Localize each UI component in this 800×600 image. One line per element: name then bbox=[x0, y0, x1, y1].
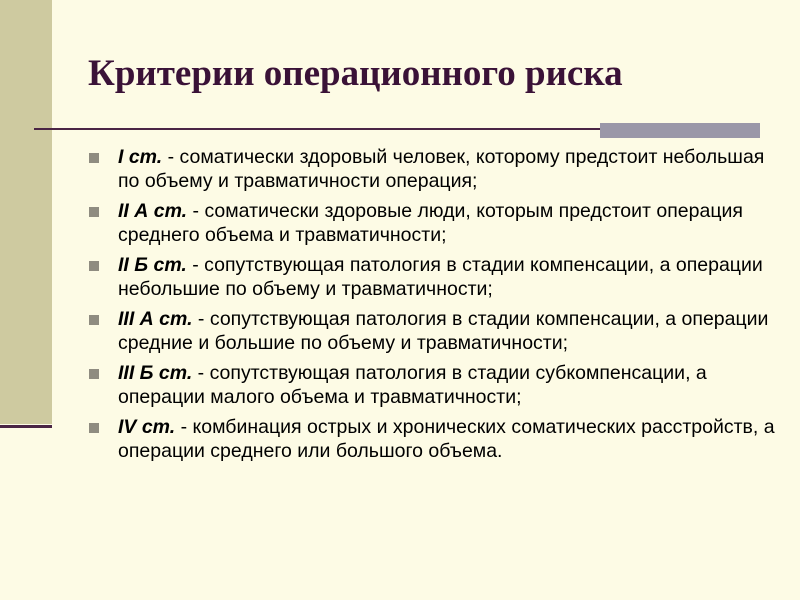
square-bullet-icon bbox=[89, 369, 99, 379]
square-bullet-icon bbox=[89, 261, 99, 271]
stage-label: II А ст. bbox=[118, 200, 188, 222]
stage-label: II Б ст. bbox=[118, 254, 187, 276]
sidebar-underline bbox=[0, 425, 52, 428]
stage-description: - комбинация острых и хронических соматических расстройств, а операции среднего или большого объема. bbox=[118, 416, 775, 462]
stage-label: IV ст. bbox=[118, 416, 176, 438]
stage-label: I ст. bbox=[118, 146, 163, 168]
square-bullet-icon bbox=[89, 153, 99, 163]
stage-label: III Б ст. bbox=[118, 362, 193, 384]
divider-accent-block bbox=[600, 123, 760, 138]
square-bullet-icon bbox=[89, 423, 99, 433]
stage-description: - соматически здоровый человек, которому предстоит небольшая по объему и травматичности операция; bbox=[118, 146, 765, 192]
list-item bbox=[88, 145, 778, 193]
list-item bbox=[88, 307, 778, 355]
decorative-sidebar bbox=[0, 0, 52, 424]
square-bullet-icon bbox=[89, 207, 99, 217]
stage-description: - соматически здоровые люди, которым предстоит операция среднего объема и травматичности; bbox=[118, 200, 743, 246]
slide-title: Критерии операционного риска bbox=[88, 53, 623, 94]
stage-label: III А ст. bbox=[118, 308, 193, 330]
list-item bbox=[88, 361, 778, 409]
stage-description: - сопутствующая патология в стадии субкомпенсации, а операции малого объема и травматичности; bbox=[118, 362, 707, 408]
stage-description: - сопутствующая патология в стадии компенсации, а операции небольшие по объему и травматичности; bbox=[118, 254, 763, 300]
list-item bbox=[88, 199, 778, 247]
list-item bbox=[88, 415, 778, 463]
list-item bbox=[88, 253, 778, 301]
square-bullet-icon bbox=[89, 315, 99, 325]
stage-description: - сопутствующая патология в стадии компенсации, а операции средние и большие по объему и травматичности; bbox=[118, 308, 769, 354]
criteria-list bbox=[88, 145, 778, 469]
